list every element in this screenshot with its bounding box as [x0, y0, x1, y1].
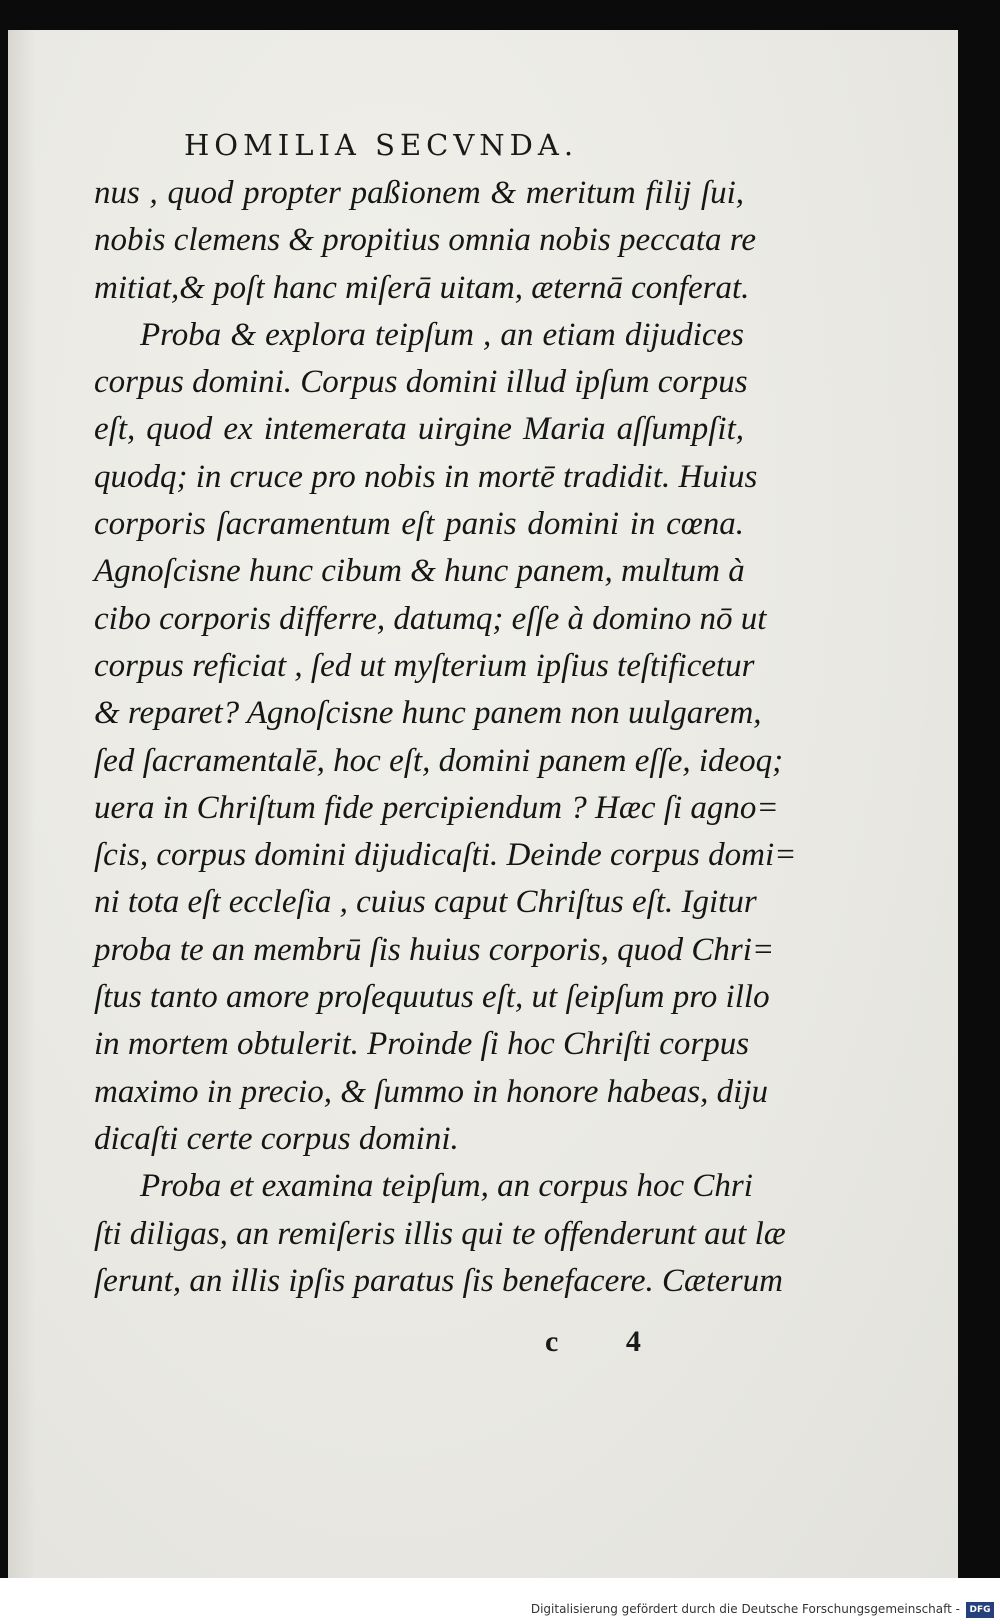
text-line: ſtus tanto amore proſequutus eſt, ut ſeipſum pro illo [94, 979, 770, 1016]
text-line: ſti diligas, an remiſeris illis qui te offenderunt aut læ [94, 1215, 786, 1252]
text-line: uera in Chriſtum fide percipiendum ? Hæc ſi agno= [94, 789, 779, 826]
text-line: Proba et examina teipſum, an corpus hoc Chri [140, 1168, 753, 1205]
text-line: maximo in precio, & ſummo in honore habeas, diju [94, 1073, 768, 1110]
text-line: Proba & explora teipſum , an etiam dijudices [140, 316, 744, 353]
text-line: ni tota eſt eccleſia , cuius caput Chriſtus eſt. Igitur [94, 884, 757, 921]
dfg-logo-icon: DFG [966, 1602, 994, 1618]
running-head: HOMILIA SECVNDA. [184, 128, 579, 162]
text-line: ſed ſacramentalē, hoc eſt, domini panem eſſe, ideoq; [94, 742, 784, 779]
text-line: nobis clemens & propitius omnia nobis peccata re [94, 222, 757, 259]
text-line: Agnoſcisne hunc cibum & hunc panem, multum à [94, 553, 745, 590]
text-line: proba te an membrū ſis huius corporis, quod Chri= [94, 931, 775, 968]
text-line: in mortem obtulerit. Proinde ſi hoc Chriſti corpus [94, 1026, 750, 1063]
text-line: ſcis, corpus domini dijudicaſti. Deinde corpus domi= [94, 837, 797, 874]
text-line: corpus domini. Corpus domini illud ipſum corpus [94, 364, 748, 401]
signature-mark: c 4 [545, 1325, 671, 1358]
text-line: corporis ſacramentum eſt panis domini in cœna. [94, 506, 744, 543]
text-line: mitiat,& poſt hanc miſerā uitam, æternā conferat. [94, 269, 750, 306]
text-line: eſt, quod ex intemerata uirgine Maria aſſumpſit, [94, 411, 744, 448]
text-line: & reparet? Agnoſcisne hunc panem non uulgarem, [94, 695, 762, 732]
footer-bar [0, 1578, 1000, 1624]
book-page [8, 30, 958, 1578]
text-line: dicaſti certe corpus domini. [94, 1120, 459, 1157]
body-text [94, 170, 797, 1305]
text-line: ſerunt, an illis ipſis paratus ſis benefacere. Cæterum [94, 1262, 784, 1299]
page-gutter-shadow [8, 30, 36, 1578]
text-line: nus , quod propter paßionem & meritum filij ſui, [94, 175, 744, 211]
text-line: quodq; in cruce pro nobis in mortē tradidit. Huius [94, 458, 758, 495]
text-line: cibo corporis differre, datumq; eſſe à domino nō ut [94, 600, 767, 637]
text-line: corpus reficiat , ſed ut myſterium ipſius teſtificetur [94, 647, 755, 684]
footer-credit: Digitalisierung gefördert durch die Deutsche Forschungsgemeinschaft - [530, 1602, 960, 1616]
